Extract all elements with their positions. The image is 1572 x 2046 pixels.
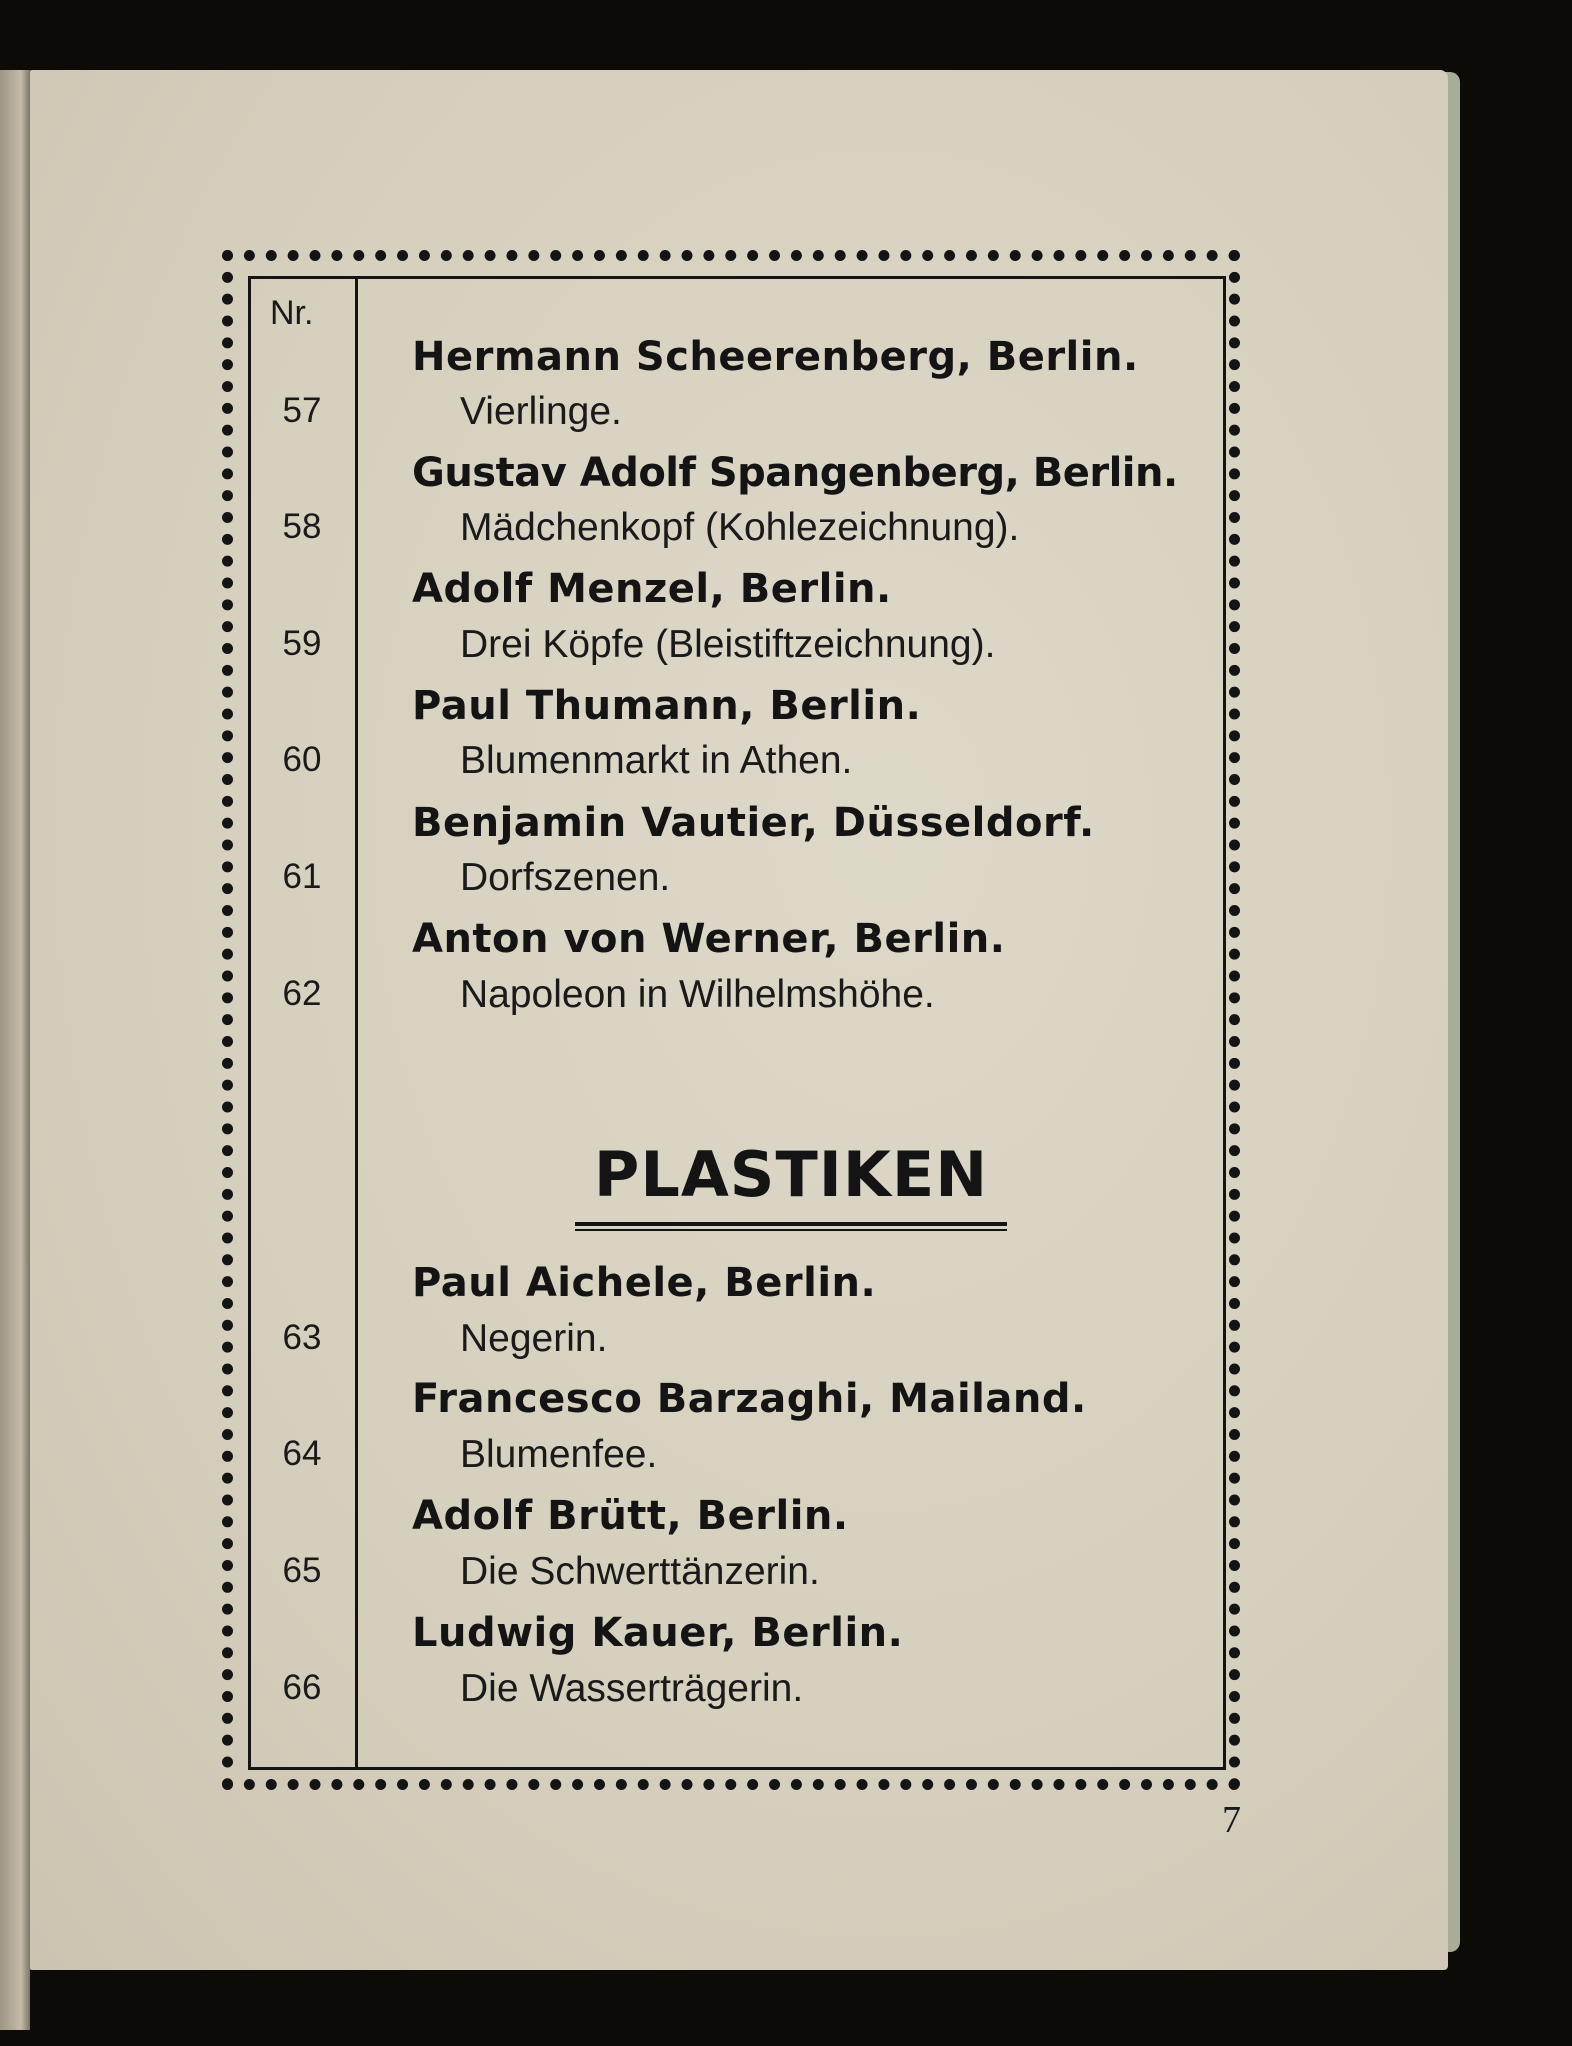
work-title: Die Schwerttänzerin. — [460, 1550, 820, 1593]
entry-number: 60 — [282, 740, 322, 779]
number-column-header: Nr. — [270, 294, 314, 332]
section-underline — [575, 1222, 1007, 1231]
entry-number: 64 — [282, 1434, 322, 1473]
entry-number: 57 — [282, 391, 322, 430]
artist-name: Francesco Barzaghi, Mailand. — [412, 1376, 1087, 1422]
artist-name: Adolf Menzel, Berlin. — [412, 566, 892, 612]
entry-number: 62 — [282, 974, 322, 1013]
artist-name: Hermann Scheerenberg, Berlin. — [412, 334, 1139, 380]
section-heading: PLASTIKEN — [593, 1138, 989, 1211]
entry-number: 58 — [282, 507, 322, 546]
work-title: Napoleon in Wilhelmshöhe. — [460, 973, 935, 1016]
entry-number: 65 — [282, 1551, 322, 1590]
entry-number: 66 — [282, 1668, 322, 1707]
entry-number: 61 — [282, 857, 322, 896]
artist-name: Paul Aichele, Berlin. — [412, 1260, 877, 1306]
work-title: Die Wasserträgerin. — [460, 1667, 804, 1710]
page-number: 7 — [1222, 1799, 1241, 1841]
work-title: Vierlinge. — [460, 390, 622, 433]
work-title: Dorfszenen. — [460, 856, 671, 899]
artist-name: Ludwig Kauer, Berlin. — [412, 1610, 904, 1656]
artist-name: Paul Thumann, Berlin. — [412, 683, 922, 729]
book-spine — [0, 70, 30, 2030]
artist-name: Anton von Werner, Berlin. — [412, 916, 1006, 962]
catalog-table — [248, 276, 1226, 1770]
work-title: Drei Köpfe (Bleistiftzeichnung). — [460, 623, 996, 666]
artist-name: Gustav Adolf Spangenberg, Berlin. — [412, 450, 1178, 496]
entry-number: 59 — [282, 624, 322, 663]
work-title: Blumenmarkt in Athen. — [460, 739, 853, 782]
artist-name: Adolf Brütt, Berlin. — [412, 1493, 849, 1539]
artist-name: Benjamin Vautier, Düsseldorf. — [412, 800, 1095, 846]
column-divider — [355, 279, 358, 1767]
entry-number: 63 — [282, 1318, 322, 1357]
work-title: Mädchenkopf (Kohlezeichnung). — [460, 506, 1020, 549]
work-title: Negerin. — [460, 1317, 608, 1360]
work-title: Blumenfee. — [460, 1433, 658, 1476]
